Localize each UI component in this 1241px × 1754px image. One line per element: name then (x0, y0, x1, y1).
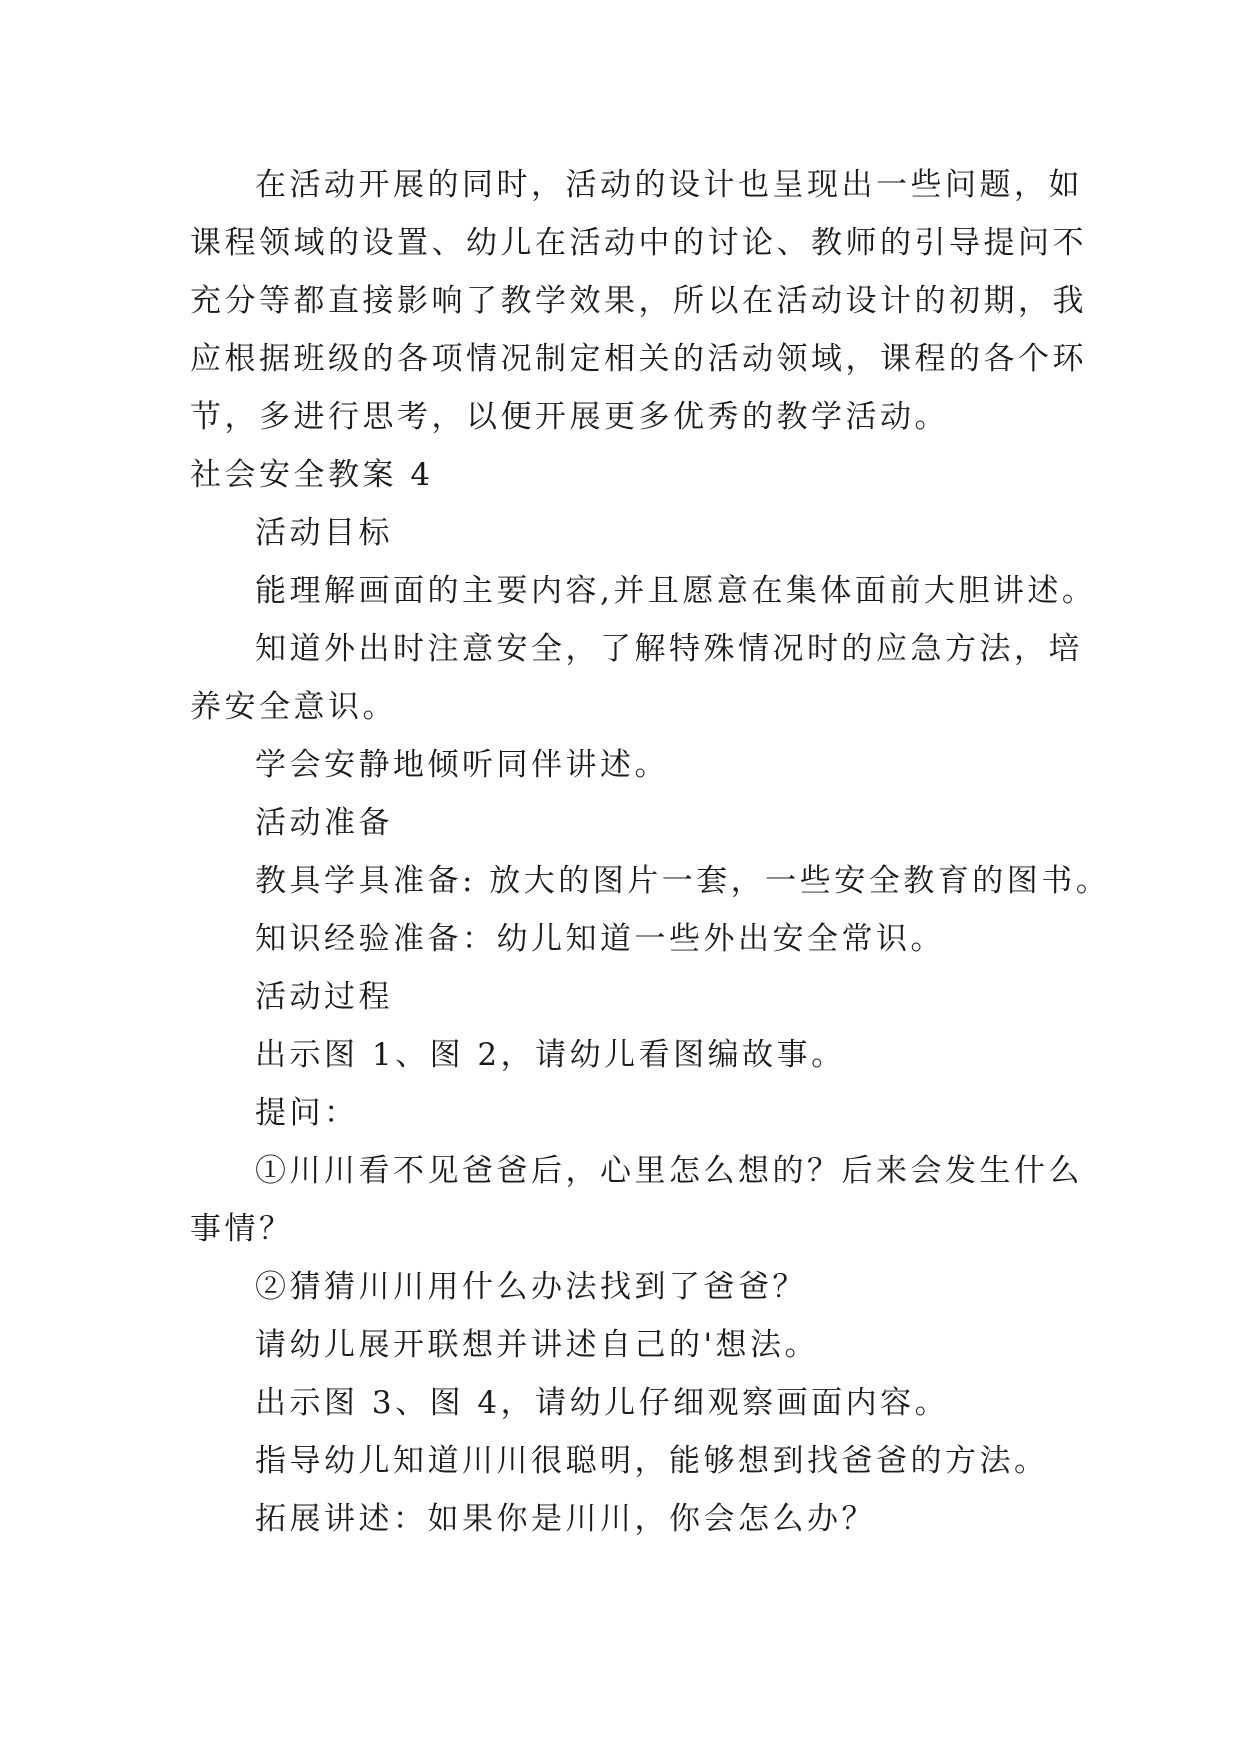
paragraph-line: 学会安静地倾听同伴讲述。 (255, 747, 669, 783)
subheading: 活动准备 (255, 805, 393, 841)
paragraph-line: 课程领域的设置、幼儿在活动中的讨论、教师的引导提问不 (190, 225, 1087, 261)
paragraph-line: 出示图 3、图 4，请幼儿仔细观察画面内容。 (255, 1385, 950, 1421)
paragraph-line: 节，多进行思考，以便开展更多优秀的教学活动。 (190, 399, 949, 435)
subheading: 活动目标 (255, 515, 393, 551)
paragraph-line: ②猜猜川川用什么办法找到了爸爸？ (255, 1269, 807, 1305)
paragraph-line: 出示图 1、图 2，请幼儿看图编故事。 (255, 1037, 846, 1073)
paragraph-line: 知识经验准备：幼儿知道一些外出安全常识。 (255, 921, 945, 957)
paragraph-line: 请幼儿展开联想并讲述自己的'想法。 (255, 1327, 820, 1363)
paragraph-line: 事情？ (190, 1211, 294, 1247)
paragraph-line: 拓展讲述：如果你是川川，你会怎么办？ (255, 1501, 876, 1537)
paragraph-line: 指导幼儿知道川川很聪明，能够想到找爸爸的方法。 (255, 1443, 1049, 1479)
paragraph-line: 充分等都直接影响了教学效果，所以在活动设计的初期，我 (190, 283, 1087, 319)
paragraph-line: 应根据班级的各项情况制定相关的活动领域，课程的各个环 (190, 341, 1087, 377)
paragraph-line: 能理解画面的主要内容,并且愿意在集体面前大胆讲述。 (255, 573, 1097, 609)
section-heading: 社会安全教案 4 (190, 457, 434, 493)
paragraph-line: 在活动开展的同时，活动的设计也呈现出一些问题，如 (255, 167, 1083, 203)
paragraph-line: ①川川看不见爸爸后，心里怎么想的？后来会发生什么 (255, 1153, 1083, 1189)
paragraph-line: 提问： (255, 1095, 359, 1131)
paragraph-line: 养安全意识。 (190, 689, 397, 725)
subheading: 活动过程 (255, 979, 393, 1015)
paragraph-line: 教具学具准备: 放大的图片一套，一些安全教育的图书。 (255, 863, 1111, 899)
paragraph-line: 知道外出时注意安全，了解特殊情况时的应急方法，培 (255, 631, 1083, 667)
